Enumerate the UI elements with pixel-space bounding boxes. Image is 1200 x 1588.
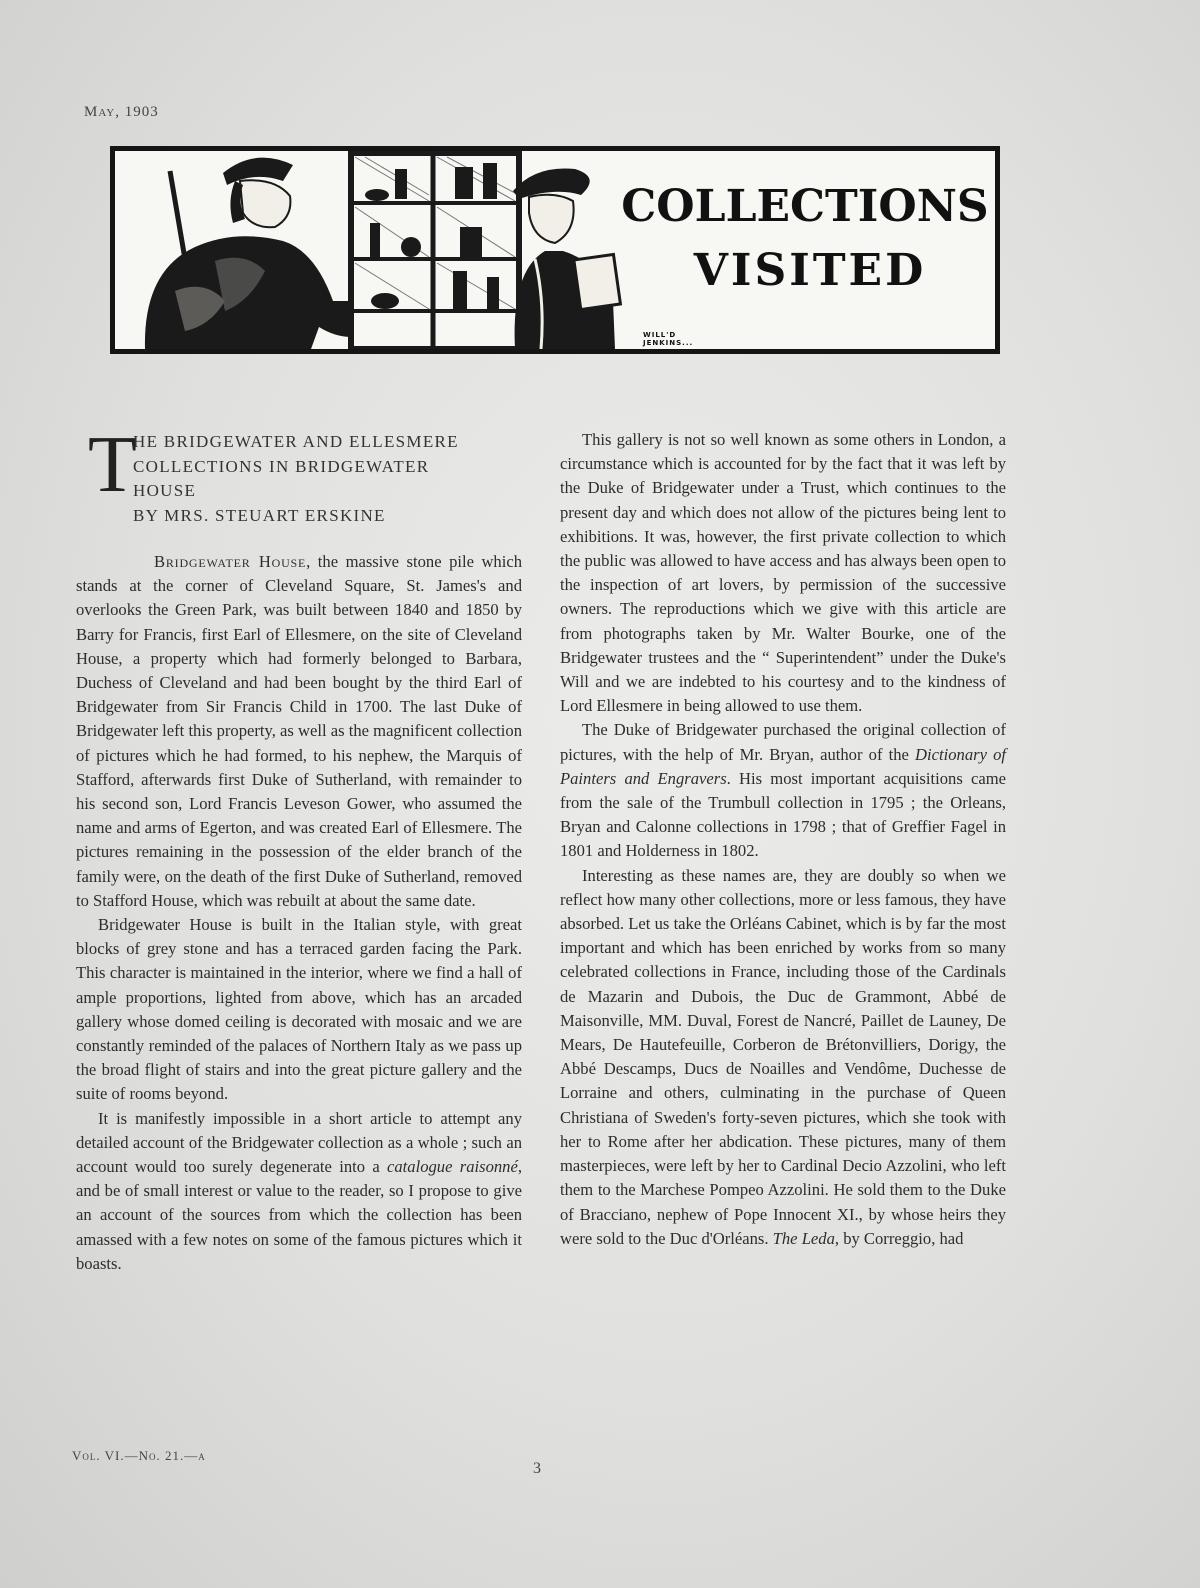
- paragraph-text: , by Correggio, had: [834, 1228, 964, 1248]
- article-title-line: COLLECTIONS IN BRIDGEWATER: [133, 456, 430, 476]
- right-column: [560, 428, 1006, 1251]
- artist-signature-line2: JENKINS...: [643, 339, 694, 347]
- paragraph: [560, 864, 1006, 1251]
- article-headline: [76, 421, 522, 536]
- article-title-line: HOUSE: [133, 481, 197, 500]
- italic-title: catalogue raisonné: [387, 1157, 518, 1177]
- paragraph-text: The Duke of Bridgewater purchased the original collection of pictures, with the help of Mr. Bryan, author of the: [560, 720, 1006, 764]
- paragraph-text: , the massive stone pile which stands at the corner of Cleveland Square, St. James's and overlooks the Green Park, was built between 1840 and 1850 by Barry for Francis, first Earl of Ellesmere, on the site of Cleveland House, a property which had formerly belonged to Barbara, Duchess of Cleveland and had been bought by the third Earl of Bridgewater from Sir Francis Child in 1700. The last Duke of Bridgewater left this property, as well as the magnificent collection of pictures which he had formed, to his nephew, the Marquis of Stafford, afterwards first Duke of Sutherland, with remainder to his second son, Lord Francis Leveson Gower, who assumed the name and arms of Egerton, and was created Earl of Ellesmere. The pictures remaining in the possession of the elder branch of the family were, on the death of the first Duke of Sutherland, removed to Stafford House, which was rebuilt at about the same date.: [76, 552, 522, 910]
- lead-in: Bridgewater House: [154, 552, 307, 571]
- article-title: [133, 430, 533, 528]
- curio-cabinet: [351, 153, 519, 349]
- issue-date: May, 1903: [84, 104, 159, 120]
- article-title-line: HE BRIDGEWATER AND ELLESMERE: [133, 432, 459, 451]
- artist-signature-line1: WILL'D: [643, 331, 677, 339]
- paragraph-text: , and be of small interest or value to the reader, so I propose to give an account of the sources from which the collection has been amassed with a few notes on some of the famous pictures which it boasts.: [76, 1157, 522, 1273]
- paragraph-text: . His most important acquisitions came from the sale of the Trumbull collection in 1795 ; the Orleans, Bryan and Calonne collections in 1798 ; that of Greffier Fagel in 1801 and Holderness in 1802.: [560, 768, 1006, 861]
- left-column: [76, 421, 522, 1276]
- paragraph-text: Interesting as these names are, they are doubly so when we reflect how many other collections, more or less famous, they have absorbed. Let us take the Orléans Cabinet, which is by far the most important and which has been enriched by works from so many celebrated collections in France, including those of the Cardinals de Mazarin and Dubois, the Duc de Grammont, Abbé de Maisonville, MM. Duval, Forest de Nancré, Paillet de Launey, De Mears, De Hautefeuille, Corberon de Brétonvilliers, Dorigy, the Abbé Descamps, Ducs de Noailles and Vendôme, Duchesse de Lorraine and others, culminating in the purchase of Queen Christiana of Sweden's forty-seven pictures, which she took with her to Rome after her abdication. These pictures, many of them masterpieces, were left by her to Cardinal Decio Azzolini, who left them to the Marchese Pompeo Azzolini. He sold them to the Duke of Bracciano, nephew of Pope Innocent XI., by whose heirs they were sold to the Duc d'Orléans.: [560, 865, 1006, 1248]
- banner-title: [615, 181, 995, 296]
- paragraph: Bridgewater House is built in the Italian style, with great blocks of grey stone and has a terraced garden facing the Park. This character is maintained in the interior, where we find a hall of ample proportions, lighted from above, which has an arcaded gallery whose domed ceiling is decorated with mosaic and we are constantly reminded of the palaces of Northern Italy as we pass up the broad flight of stairs and into the great picture gallery and the suite of rooms beyond.: [76, 915, 522, 1104]
- artist-signature: [643, 331, 693, 347]
- drop-cap: T: [88, 421, 137, 509]
- header-banner: [110, 146, 1000, 354]
- banner-title-line2: VISITED: [693, 245, 927, 296]
- page-number: 3: [533, 1460, 541, 1477]
- paragraph-text: It is manifestly impossible in a short article to attempt any detailed account of the Bridgewater collection as a whole ; such an account would too surely degenerate into a: [76, 1108, 522, 1177]
- paragraph: [76, 550, 522, 913]
- article-byline: BY MRS. STEUART ERSKINE: [133, 505, 386, 525]
- italic-title: The Leda: [772, 1228, 835, 1248]
- volume-signature: Vol. VI.—No. 21.—a: [72, 1448, 206, 1463]
- banner-title-line1: COLLECTIONS: [621, 181, 989, 232]
- italic-title: Dictionary of Painters and Engravers: [560, 744, 1006, 788]
- paragraph: [76, 1107, 522, 1276]
- paragraph: [560, 718, 1006, 863]
- paragraph: This gallery is not so well known as some others in London, a circumstance which is accounted for by the fact that it was left by the Duke of Bridgewater under a Trust, which continues to the present day and which does not allow of the pictures being lent to exhibitions. It was, however, the first private collection to which the public was allowed to have access and has always been open to the inspection of art lovers, by permission of the successive owners. The reproductions which we give with this article are from photographs taken by Mr. Walter Bourke, one of the Bridgewater trustees and the “ Superintendent” under the Duke's Will and we are indebted to his courtesy and to the kindness of Lord Ellesmere in being allowed to use them.: [560, 430, 1006, 716]
